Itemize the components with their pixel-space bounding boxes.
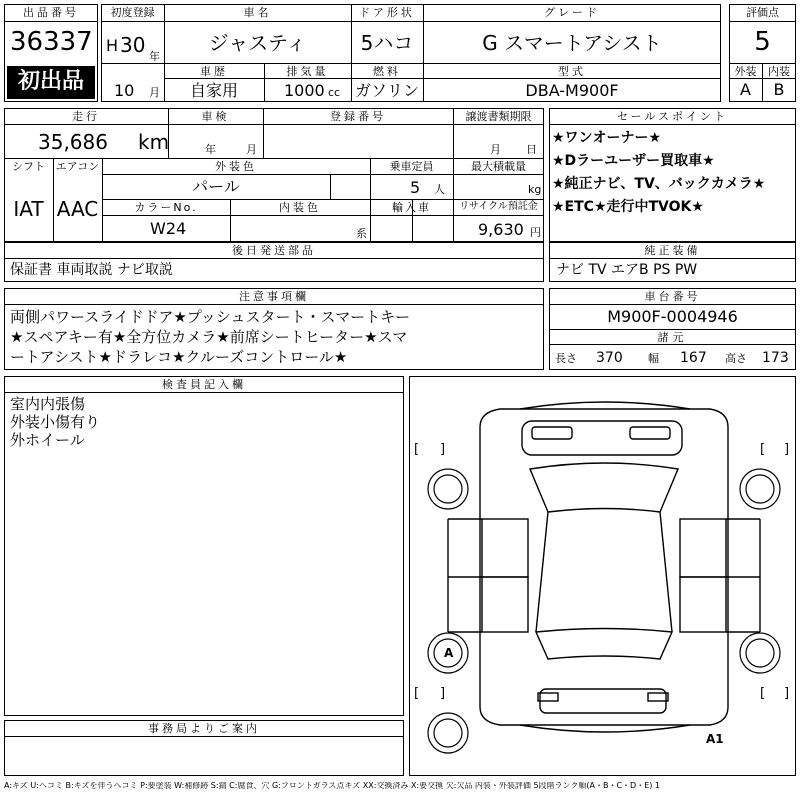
model-code: DBA-M900F	[525, 81, 619, 100]
mileage-label: 走行	[72, 110, 100, 123]
height-label: 高さ	[725, 352, 747, 365]
car-name: ジャスティ	[208, 31, 307, 55]
door-rear-left	[482, 577, 528, 632]
office-notice-label: 事務局よりご案内	[148, 722, 260, 735]
length-label: 長さ	[555, 352, 577, 365]
inspector-line: 外装小傷有り	[10, 413, 101, 431]
details-block	[4, 108, 544, 242]
width: 167	[680, 350, 707, 366]
front-grille	[522, 421, 682, 455]
height: 173	[762, 350, 789, 366]
notes-line: ★スペアキー有★全方位カメラ★前席シートヒーター★スマ	[10, 328, 408, 346]
car-body-outline	[480, 409, 728, 725]
dimensions-label: 諸元	[657, 331, 688, 344]
era: H	[106, 36, 119, 55]
exterior-score-label: 外装	[734, 65, 757, 78]
door-front-right	[680, 519, 726, 577]
door-type: 5ハコ	[360, 31, 414, 55]
headlight-right	[630, 427, 670, 439]
side-panel-left	[448, 519, 482, 632]
aircon: AAC	[56, 197, 99, 221]
max-load-label: 最大積載量	[471, 160, 526, 173]
rear-window	[536, 629, 672, 660]
windshield	[530, 463, 678, 512]
door-rear-right	[680, 577, 726, 632]
svg-text:[: [	[414, 686, 420, 701]
reg-no-label: 登録番号	[330, 110, 386, 123]
svg-text:]: ]	[440, 442, 446, 457]
front-bumper	[520, 402, 690, 409]
import-label: 輸入車	[392, 201, 431, 214]
cabin-pillars	[536, 512, 672, 632]
displacement-label: 排気量	[286, 65, 329, 78]
sales-points-label: セールスポイント	[616, 110, 728, 123]
transfer-month-unit: 月	[490, 143, 501, 156]
fuel: ガソリン	[354, 81, 419, 100]
inspection-year-unit: 年	[205, 143, 216, 156]
svg-text:]: ]	[784, 686, 790, 701]
aircon-label: エアコン	[55, 160, 100, 173]
capacity-unit: 人	[434, 183, 445, 196]
lot-number: 36337	[10, 27, 93, 57]
color-no: W24	[150, 219, 187, 238]
taillight-right	[648, 693, 668, 701]
int-color-label: 内装色	[279, 201, 321, 214]
interior-score: B	[773, 80, 785, 99]
inspector-label: 検査員記入欄	[162, 378, 246, 391]
transfer-deadline-label: 譲渡書類期限	[465, 110, 532, 123]
later-parts-label: 後日発送部品	[232, 244, 316, 257]
color-no-label: カラーNo.	[134, 201, 198, 214]
svg-text:[: [	[414, 442, 420, 457]
rear-bumper	[520, 725, 690, 732]
car-diagram	[410, 377, 795, 775]
ext-color-label: 外装色	[215, 160, 257, 173]
legend: A:キズ U:ヘコミ B:キズを伴うヘコミ P:要塗装 W:補修跡 S:錆 C:腐食、穴 G:フロントガラス点キズ XX:交換済み X:要交換 欠:欠品 内装・外装評価 5段階ランク順(A・B・C・D・E) 1	[4, 782, 661, 790]
svg-text:]: ]	[784, 442, 790, 457]
shift-label: シフト	[12, 160, 45, 173]
recycle-fee-unit: 円	[530, 226, 541, 239]
chassis-label: 車台番号	[644, 290, 701, 303]
exterior-score: A	[740, 80, 751, 99]
lot-number-label: 出品番号	[23, 6, 79, 19]
notes-line: 両側パワースライドドア★プッシュスタート・スマートキー	[10, 308, 411, 326]
chassis-number: M900F-0004946	[607, 307, 738, 326]
first-listing-badge: 初出品	[17, 69, 84, 94]
overall-score: 5	[754, 27, 771, 57]
equipment: ナビ TV エアB PS PW	[556, 262, 698, 278]
door-type-label: ドア形状	[359, 6, 415, 19]
svg-text:]: ]	[440, 686, 446, 701]
grade-label: グレード	[544, 6, 600, 19]
max-load-unit: kg	[528, 183, 542, 196]
svg-text:[: [	[760, 686, 766, 701]
capacity-label: 乗車定員	[389, 160, 434, 173]
reg-year-unit: 年	[149, 50, 160, 63]
damage-mark: A	[444, 646, 454, 660]
grade: G スマートアシスト	[482, 31, 662, 55]
inspection-month-unit: 月	[246, 143, 257, 156]
later-parts: 保証書 車両取説 ナビ取説	[10, 262, 173, 278]
history-label: 車歴	[200, 65, 228, 78]
first-reg-label: 初度登録	[110, 6, 155, 19]
sales-point: ★純正ナビ、TV、バックカメラ★	[552, 176, 766, 192]
transfer-day-unit: 日	[526, 143, 537, 156]
inspection-label: 車検	[201, 110, 230, 123]
sales-point: ★ワンオーナー★	[552, 130, 662, 146]
shift: IAT	[13, 197, 44, 221]
capacity: 5	[410, 178, 421, 197]
notes-label: 注意事項欄	[239, 290, 309, 303]
headlight-left	[532, 427, 572, 439]
sales-points-block	[549, 108, 796, 242]
damage-mark: A1	[706, 732, 724, 746]
equipment-label: 純正装備	[644, 244, 701, 257]
reg-month: 10	[114, 81, 135, 100]
damage-map	[409, 376, 796, 776]
interior-score-label: 内装	[768, 65, 790, 78]
rear-hatch	[540, 689, 666, 713]
door-front-left	[482, 519, 528, 577]
svg-text:[: [	[760, 442, 766, 457]
side-panel-right	[726, 519, 760, 632]
mileage: 35,686	[38, 130, 108, 154]
inspector-line: 室内内張傷	[10, 395, 86, 413]
length: 370	[596, 350, 623, 366]
taillight-left	[538, 693, 558, 701]
fuel-label: 燃料	[373, 65, 401, 78]
model-code-label: 型式	[558, 65, 586, 78]
ext-color: パール	[192, 177, 240, 196]
history: 自家用	[189, 81, 238, 100]
recycle-fee: 9,630	[478, 220, 524, 239]
displacement: 1000	[284, 81, 325, 100]
reg-year: 30	[120, 33, 146, 57]
int-color-unit: 系	[356, 227, 367, 240]
notes-line: ートアシスト★ドラレコ★クルーズコントロール★	[10, 348, 348, 366]
inspector-line: 外ホイール	[10, 431, 85, 449]
car-name-label: 車名	[243, 6, 272, 19]
mileage-unit: km	[138, 130, 170, 154]
recycle-label: リサイクル預託金	[459, 201, 538, 212]
width-label: 幅	[648, 352, 659, 365]
sales-point: ★ETC★走行中TVOK★	[552, 199, 704, 215]
reg-month-unit: 月	[149, 86, 160, 99]
score-label: 評価点	[746, 6, 779, 19]
displacement-unit: cc	[328, 86, 341, 99]
sales-point: ★Dラーユーザー買取車★	[552, 153, 715, 169]
